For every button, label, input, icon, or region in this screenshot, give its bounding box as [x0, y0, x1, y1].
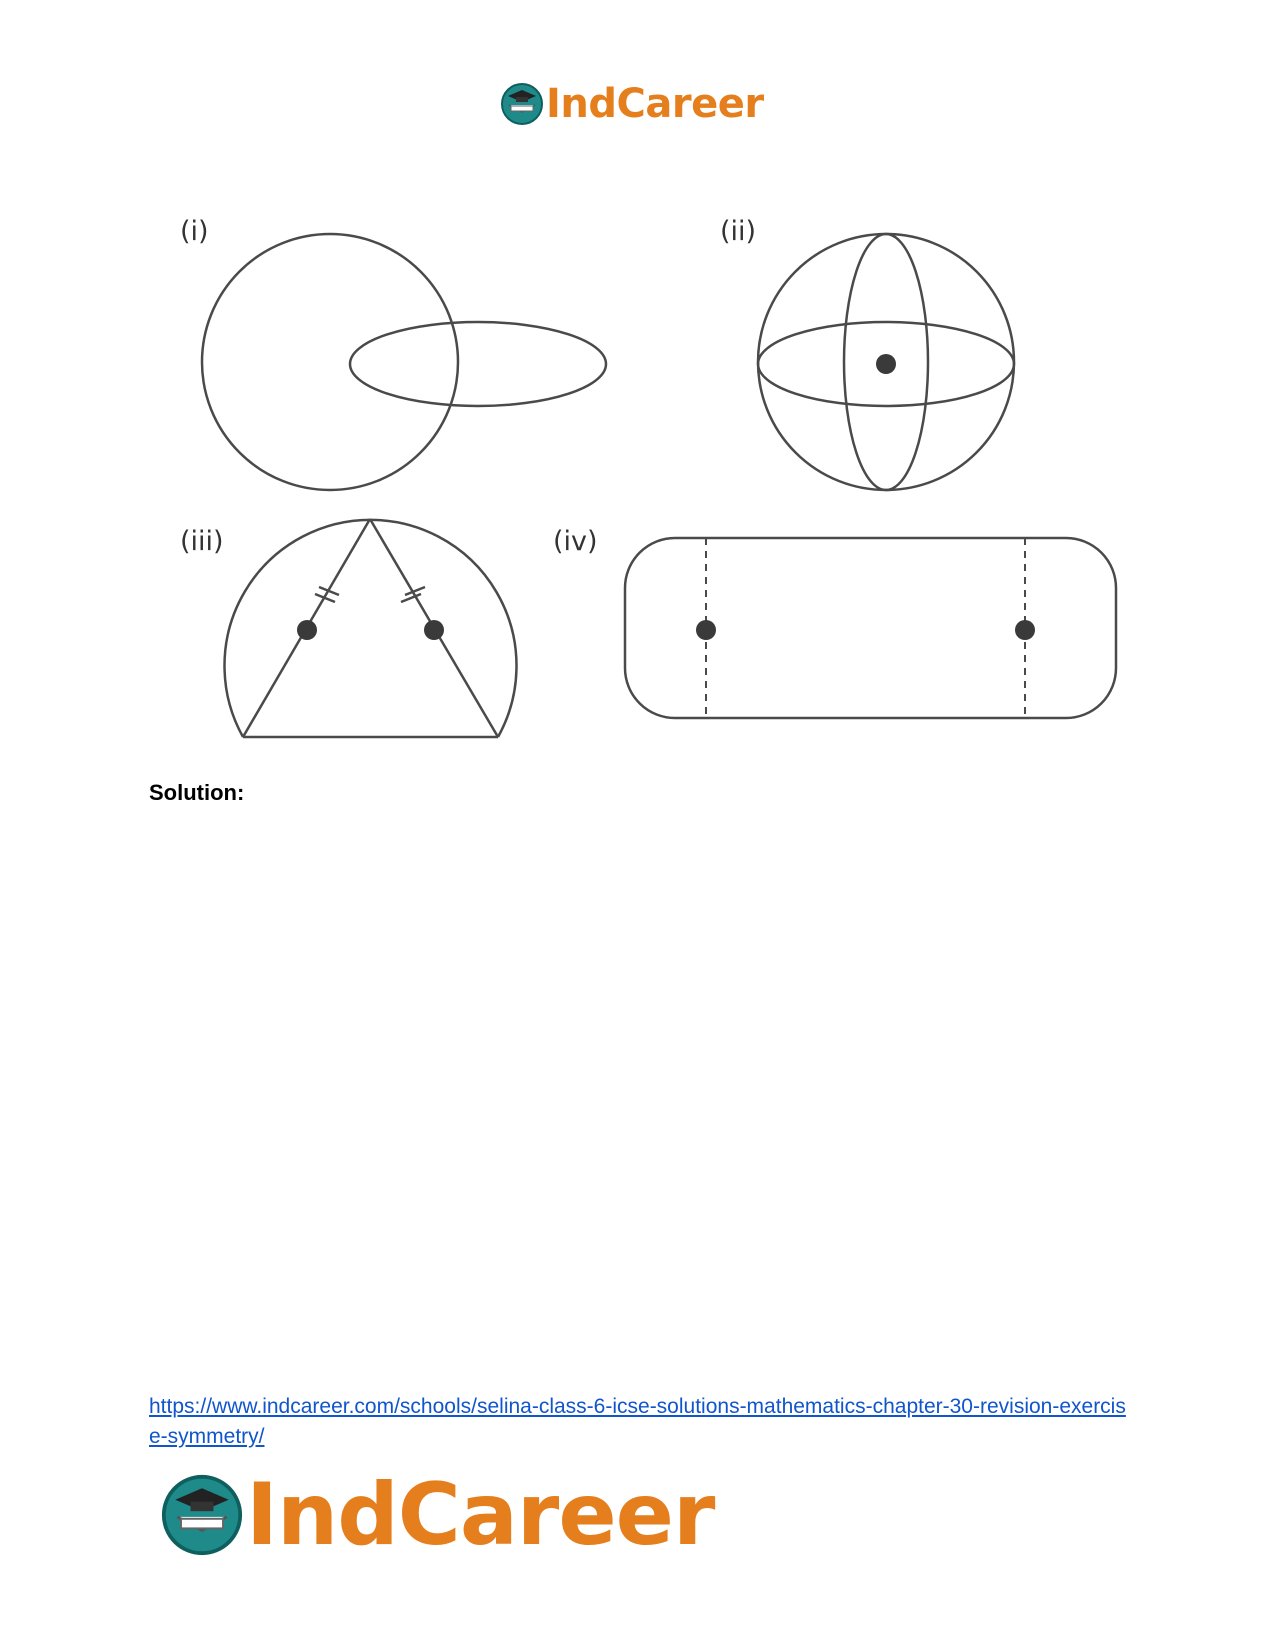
- midpoint-dot-left: [297, 620, 317, 640]
- figure-i: [202, 234, 606, 490]
- dot-left: [696, 620, 716, 640]
- figure-label-ii: (ii): [720, 216, 757, 247]
- graduation-cap-icon: [160, 1473, 244, 1557]
- center-dot: [876, 354, 896, 374]
- midpoint-dot-right: [424, 620, 444, 640]
- figure-label-iii: (iii): [180, 526, 224, 557]
- footer-link[interactable]: https://www.indcareer.com/schools/selina-class-6-icse-solutions-mathematics-chapter-30-revision-exercise-symmetry/: [149, 1395, 1126, 1448]
- solution-heading: Solution:: [149, 780, 245, 805]
- footer-logo-text: IndCareer: [246, 1465, 715, 1565]
- dot-right: [1015, 620, 1035, 640]
- figure-label-iv: (iv): [553, 526, 598, 557]
- footer-logo: [160, 1465, 714, 1565]
- figure-label-i: (i): [180, 216, 209, 247]
- figure-iii: [224, 519, 516, 737]
- header-logo-text: IndCareer: [546, 81, 764, 127]
- symmetry-figures: [0, 0, 1275, 760]
